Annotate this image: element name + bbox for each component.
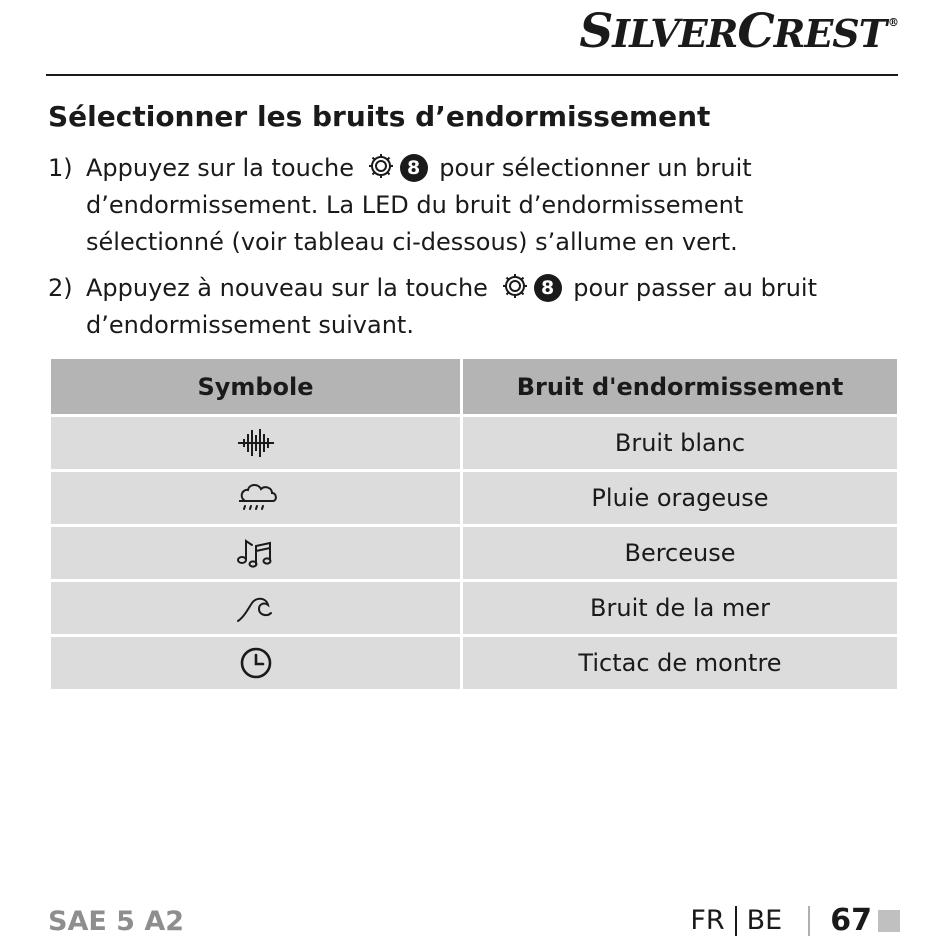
symbol-cell (50, 526, 462, 581)
clock-icon (238, 645, 274, 681)
gear-icon (366, 151, 396, 181)
gear-icon (500, 271, 530, 301)
table-row (50, 581, 899, 636)
lang-be: BE (746, 905, 783, 936)
sound-label: Pluie orageuse (462, 471, 899, 526)
header-sound: Bruit d'endormissement (462, 358, 899, 416)
model-number: SAE 5 A2 (48, 906, 185, 937)
page-divider (808, 906, 810, 936)
step-text: Appuyez sur la touche 8 pour sélectionner un bruit d’endormissement. La LED du bruit d’endormissement sélectionné (voir tableau ci-dessous) s’allume en vert. (86, 150, 878, 261)
sound-label: Berceuse (462, 526, 899, 581)
table-header-row (50, 358, 899, 416)
white-noise-icon (236, 426, 276, 460)
page-marker-square (878, 910, 900, 932)
key-number-badge: 8 (534, 274, 562, 302)
sound-label: Bruit de la mer (462, 581, 899, 636)
wave-icon (234, 591, 278, 625)
table-row (50, 636, 899, 691)
symbol-cell (50, 471, 462, 526)
music-notes-icon (234, 536, 278, 570)
table-row (50, 526, 899, 581)
symbol-cell (50, 636, 462, 691)
rain-cloud-icon (234, 481, 278, 515)
table-row (50, 416, 899, 471)
sound-label: Tictac de montre (462, 636, 899, 691)
sound-label: Bruit blanc (462, 416, 899, 471)
step-1 (48, 150, 878, 261)
section-title: Sélectionner les bruits d’endormissement (48, 100, 711, 133)
symbol-cell (50, 581, 462, 636)
footer-page-info (690, 903, 900, 938)
header-rule (46, 74, 898, 76)
brand-logo: SILVERCREST ® (579, 4, 898, 59)
symbol-cell (50, 416, 462, 471)
lang-divider (735, 906, 737, 936)
table-row (50, 471, 899, 526)
step-text: Appuyez à nouveau sur la touche 8 pour passer au bruit d’endormissement suivant. (86, 270, 878, 344)
lang-fr: FR (690, 905, 725, 936)
key-number-badge: 8 (400, 154, 428, 182)
step-2 (48, 270, 878, 344)
instruction-steps (48, 150, 878, 353)
step-number: 1) (48, 154, 73, 182)
page-number: 67 (830, 903, 872, 938)
sleep-sounds-table (48, 356, 900, 692)
step-number: 2) (48, 274, 73, 302)
header-symbol: Symbole (50, 358, 462, 416)
